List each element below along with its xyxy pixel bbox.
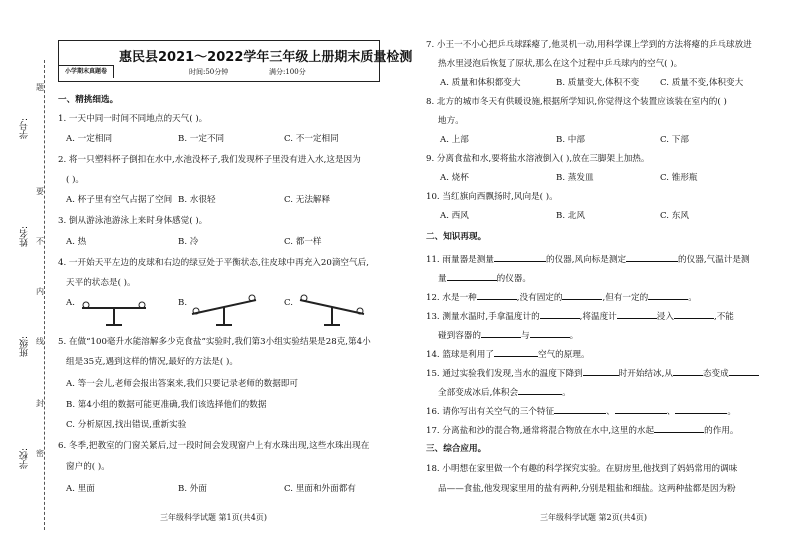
question-7-cont: 热水里浸泡后恢复了原状,那么在这个过程中乒乓球内的空气( )。: [438, 59, 683, 69]
answer-blank[interactable]: [518, 385, 562, 395]
question-12: [426, 290, 697, 304]
q7-option-a: A. 质量和体积都变大: [440, 78, 521, 88]
seal-char: 内: [36, 287, 44, 296]
q9-option-c: C. 锥形瓶: [660, 173, 698, 183]
seal-char: 要: [36, 187, 44, 196]
question-9: 9. 分离食盐和水,要将盐水溶液倒入( ),放在三脚架上加热。: [426, 154, 650, 164]
q16-text-1: 16. 请你写出有关空气的三个特征: [426, 407, 555, 417]
q11-text-2: 的仪器,风向标是测定: [545, 255, 627, 265]
answer-blank[interactable]: [674, 309, 714, 319]
q12-text-2: ,没有固定的: [516, 293, 563, 303]
q15-text-1: 15. 通过实验我们发现,当水的温度下降到: [426, 369, 583, 379]
answer-blank[interactable]: [626, 252, 678, 262]
question-15-cont: [438, 385, 571, 399]
q13-text-7: 。: [569, 331, 579, 341]
q3-option-b: B. 冷: [178, 237, 199, 247]
question-17: [426, 423, 739, 437]
q2-option-c: C. 无法解释: [284, 195, 331, 205]
q12-text-1: 12. 水是一种: [426, 293, 477, 303]
q9-option-b: B. 蒸发皿: [556, 173, 594, 183]
q9-option-a: A. 烧杯: [440, 173, 469, 183]
answer-blank[interactable]: [648, 290, 688, 300]
answer-blank[interactable]: [481, 328, 521, 338]
answer-blank[interactable]: [477, 290, 517, 300]
q12-text-3: ,但有一定的: [602, 293, 649, 303]
q10-option-c: C. 东风: [660, 211, 689, 221]
question-15: [426, 366, 759, 380]
seal-char: 密: [36, 449, 44, 458]
exam-time: 时间:50分钟: [189, 68, 229, 76]
q12-text-4: 。: [688, 293, 697, 303]
q4-option-c: C.: [284, 298, 294, 308]
question-11-cont: [438, 271, 531, 285]
seal-char: 线: [36, 337, 44, 346]
q7-option-b: B. 质量变大,体积不变: [556, 78, 640, 88]
school-label: 学校:: [20, 448, 30, 470]
question-5: 5. 在做“100毫升水能溶解多少克食盐”实验时,我们第3小组实验结果是28克,第4小: [58, 337, 371, 347]
student-no-label: 学号:: [20, 118, 30, 140]
question-6: 6. 冬季,把教室的门窗关紧后,过一段时间会发现窗户上有水珠出现,这些水珠出现在: [58, 441, 370, 451]
question-10: 10. 当红旗向西飘扬时,风向是( )。: [426, 192, 558, 202]
seal-char: 封: [36, 399, 44, 408]
q11-text-1: 11. 雨量器是测量: [426, 255, 494, 265]
question-7: 7. 小王一不小心把乒乓球踩瘪了,他灵机一动,用科学课上学到的方法将瘪的乒乓球放进: [426, 40, 752, 50]
q8-option-c: C. 下部: [660, 135, 689, 145]
exam-score: 满分:100分: [269, 68, 306, 76]
question-4-cont: 天平的状态是( )。: [66, 278, 136, 288]
question-11: [426, 252, 750, 266]
q13-text-4: ,不能: [713, 312, 734, 322]
q11-text-4: 量: [438, 274, 447, 284]
page-footer-right: 三年级科学试题 第2页(共4页): [540, 513, 647, 522]
answer-blank[interactable]: [654, 423, 704, 433]
q3-option-c: C. 都一样: [284, 237, 322, 247]
q13-text-3: 浸入: [656, 312, 674, 322]
seal-char: 不: [36, 237, 44, 246]
answer-blank[interactable]: [494, 347, 538, 357]
q4-option-a: A.: [66, 298, 75, 308]
question-13-cont: [438, 328, 578, 342]
q13-text-6: 与: [520, 331, 530, 341]
question-18-cont: 品——食盐,他发现家里用的盐有两种,分别是粗盐和细盐。这两种盐都是因为粉: [438, 484, 736, 494]
balance-image-c: [294, 294, 370, 328]
answer-blank[interactable]: [673, 366, 703, 376]
balance-image-b: [186, 294, 262, 328]
q13-text-5: 碰到容器的: [438, 331, 481, 341]
q6-option-c: C. 里面和外面都有: [284, 484, 356, 494]
question-16: [426, 404, 736, 418]
question-3: 3. 倒从游泳池游泳上来时身体感觉( )。: [58, 216, 208, 226]
q2-option-b: B. 水很轻: [178, 195, 216, 205]
answer-blank[interactable]: [729, 366, 759, 376]
question-13: [426, 309, 734, 323]
answer-blank[interactable]: [675, 404, 727, 414]
q10-option-a: A. 西风: [440, 211, 469, 221]
answer-blank[interactable]: [615, 404, 667, 414]
q3-option-a: A. 热: [66, 237, 87, 247]
answer-blank[interactable]: [447, 271, 497, 281]
answer-blank[interactable]: [554, 404, 606, 414]
q14-text-1: 14. 篮球是利用了: [426, 350, 494, 360]
class-label: 班级:: [20, 336, 30, 358]
answer-blank[interactable]: [583, 366, 619, 376]
q16-text-4: 。: [727, 407, 736, 417]
q4-option-b: B.: [178, 298, 188, 308]
q8-option-a: A. 上部: [440, 135, 469, 145]
q1-option-c: C. 不一定相同: [284, 134, 339, 144]
q7-option-c: C. 质量不变,体积变大: [660, 78, 744, 88]
q14-text-2: 空气的原理。: [537, 350, 590, 360]
badge: 小学期末真题卷: [59, 65, 114, 78]
q16-text-2: 、: [606, 407, 615, 417]
answer-blank[interactable]: [540, 309, 580, 319]
q13-text-1: 13. 测量水温时,手拿温度计的: [426, 312, 540, 322]
question-2: 2. 将一只塑料杯子倒扣在水中,水池没杯子,我们发现杯子里没有进入水,这是因为: [58, 155, 361, 165]
question-6-cont: 窗户的( )。: [66, 462, 110, 472]
section-heading: 二、知识再现。: [426, 232, 487, 242]
section-heading: 一、精挑细选。: [58, 95, 119, 105]
answer-blank[interactable]: [530, 328, 570, 338]
q11-text-3: 的仪器,气温计是测: [678, 255, 750, 265]
q15-text-2: 时开始结冰,从: [618, 369, 673, 379]
name-label: 姓名:: [20, 226, 30, 248]
question-1: 1. 一天中同一时间不同地点的天气( )。: [58, 114, 208, 124]
title-box: [58, 40, 413, 82]
q15-text-4: 全部变成冰后,体积会: [438, 388, 519, 398]
q1-option-b: B. 一定不同: [178, 134, 225, 144]
answer-blank[interactable]: [494, 252, 546, 262]
q8-option-b: B. 中部: [556, 135, 585, 145]
page-title: 惠民县2021～2022学年三年级上册期末质量检测: [119, 50, 413, 65]
answer-blank[interactable]: [617, 309, 657, 319]
question-14: [426, 347, 590, 361]
q5-option-b: B. 第4小组的数据可能更准确,我们该选择他们的数据: [66, 400, 267, 410]
question-5-cont: 组是35克,遇到这样的情况,最好的方法是( )。: [66, 357, 238, 367]
q5-option-c: C. 分析原因,找出错误,重新实验: [66, 420, 187, 430]
q5-option-a: A. 等一会儿,老师会报出答案来,我们只要记录老师的数据即可: [66, 379, 298, 389]
q17-text-2: 的作用。: [704, 426, 739, 436]
q6-option-b: B. 外面: [178, 484, 207, 494]
seal-char: 题: [36, 83, 44, 92]
q13-text-2: ,将温度计: [579, 312, 617, 322]
balance-image-a: [76, 298, 152, 328]
q17-text-1: 17. 分离盐和沙的混合物,通常将混合物放在水中,这里的水起: [426, 426, 655, 436]
q6-option-a: A. 里面: [66, 484, 95, 494]
question-18: 18. 小明想在家里做一个有趣的科学探究实验。在厨房里,他找到了妈妈常用的调味: [426, 464, 738, 474]
q15-text-5: 。: [562, 388, 571, 398]
q1-option-a: A. 一定相同: [66, 134, 113, 144]
page-footer-left: 三年级科学试题 第1页(共4页): [160, 513, 267, 522]
q11-text-5: 的仪器。: [496, 274, 531, 284]
section-heading: 三、综合应用。: [426, 444, 487, 454]
q10-option-b: B. 北风: [556, 211, 585, 221]
q16-text-3: 、: [666, 407, 676, 417]
q2-option-a: A. 杯子里有空气占据了空间: [66, 195, 173, 205]
binding-line: [44, 60, 45, 530]
question-8: 8. 北方的城市冬天有供暖设施,根据所学知识,你觉得这个装置应该装在室内的( ): [426, 97, 727, 107]
question-4: 4. 一开始天平左边的皮球和右边的绿豆处于平衡状态,往皮球中再充入20滴空气后,: [58, 258, 369, 268]
answer-blank[interactable]: [562, 290, 602, 300]
question-8-cont: 地方。: [438, 116, 464, 126]
q15-text-3: 态变成: [702, 369, 729, 379]
question-2-cont: ( )。: [66, 175, 85, 185]
